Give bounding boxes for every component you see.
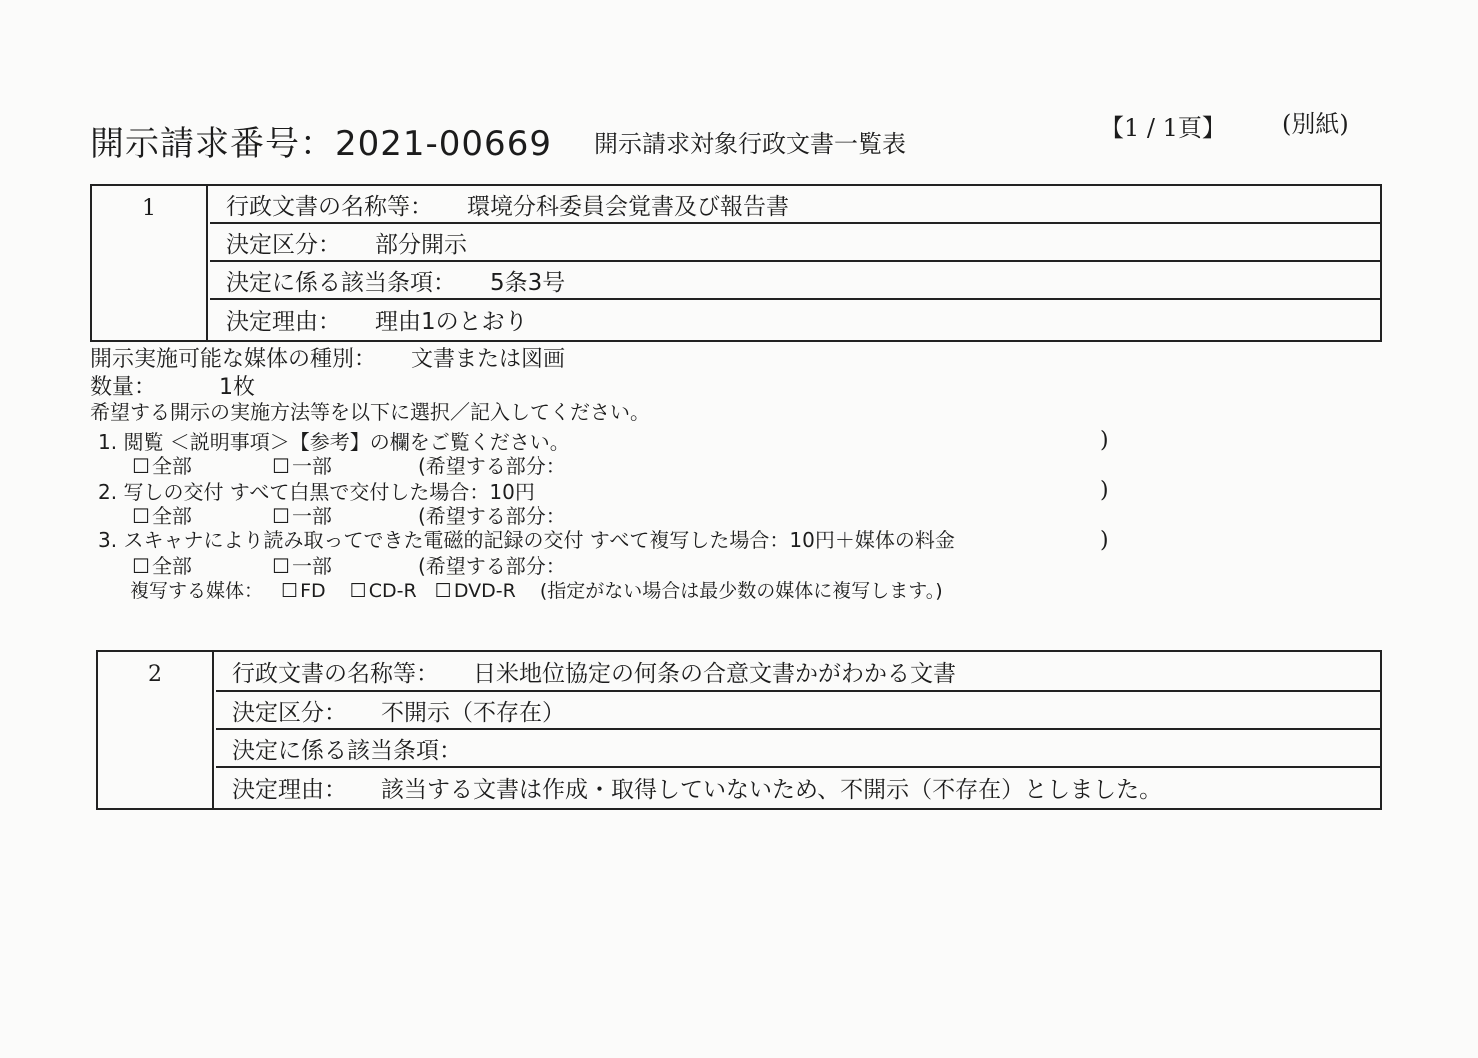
row-value: 理由1のとおり [375, 308, 528, 335]
attachment-label: (別紙) [1282, 110, 1349, 138]
row-label: 決定理由： [226, 308, 341, 335]
checkbox-label: DVD-R [453, 580, 516, 602]
row-value: 部分開示 [375, 231, 467, 258]
method-3-partial-checkbox[interactable] [272, 550, 332, 579]
quantity-label: 数量： [90, 375, 157, 400]
method-3-close-paren: ) [1100, 528, 1109, 553]
method-1-partial-checkbox[interactable] [272, 450, 332, 479]
row-label: 行政文書の名称等： [226, 193, 433, 220]
checkbox-label: 全部 [151, 454, 192, 478]
page-indicator: 【1 / 1頁】 [1100, 114, 1226, 142]
entry-row-document-name [216, 652, 1380, 692]
entry-1-table [90, 184, 1382, 342]
method-3-desired-part[interactable]: (希望する部分： [418, 554, 566, 578]
row-value: 不開示（不存在） [381, 699, 565, 726]
method-1-desired-part[interactable]: (希望する部分： [418, 454, 566, 478]
entry-row-decision [210, 224, 1380, 262]
row-label: 決定に係る該当条項： [226, 269, 456, 296]
checkbox-label: CD-R [368, 580, 417, 602]
entry-number: 2 [98, 652, 214, 808]
method-1-close-paren: ) [1100, 428, 1109, 453]
checkbox-label: 一部 [291, 554, 332, 578]
row-value: 日米地位協定の何条の合意文書かがわかる文書 [473, 660, 956, 687]
row-value: 環境分科委員会覚書及び報告書 [467, 193, 789, 220]
method-1-all-checkbox[interactable] [132, 450, 192, 479]
entry-row-clause [216, 730, 1380, 768]
method-2-desired-part[interactable]: (希望する部分： [418, 504, 566, 528]
checkbox-label: 一部 [291, 454, 332, 478]
method-3-all-checkbox[interactable] [132, 550, 192, 579]
copy-media-line [130, 576, 943, 603]
method-3-line: 3. スキャナにより読み取ってできた電磁的記録の交付 すべて複写した場合：10円＋媒体の料金 [98, 528, 955, 552]
row-value: 該当する文書は作成・取得していないため、不開示（不存在）としました。 [381, 776, 1163, 803]
checkbox-label: 一部 [291, 504, 332, 528]
copy-media-label: 複写する媒体： [130, 580, 264, 602]
entry-row-clause [210, 262, 1380, 300]
instruction-text: 希望する開示の実施方法等を以下に選択／記入してください。 [90, 400, 650, 424]
method-2-line: 2. 写しの交付 すべて白黒で交付した場合：10円 [98, 480, 535, 504]
request-number: 開示請求番号：2021-00669 [90, 124, 552, 164]
entry-row-reason [210, 300, 1380, 338]
checkbox-label: 全部 [151, 554, 192, 578]
entry-2-table [96, 650, 1382, 810]
checkbox-label: FD [300, 580, 326, 602]
row-label: 決定区分： [232, 699, 347, 726]
dvdr-checkbox[interactable] [435, 580, 516, 602]
entry-row-document-name [210, 186, 1380, 224]
row-label: 決定区分： [226, 231, 341, 258]
copy-media-note: (指定がない場合は最少数の媒体に複写します。) [539, 580, 943, 602]
entry-row-decision [216, 692, 1380, 730]
media-type-label: 開示実施可能な媒体の種別： [90, 347, 377, 372]
row-label: 決定理由： [232, 776, 347, 803]
list-title: 開示請求対象行政文書一覧表 [594, 130, 906, 158]
checkbox-label: 全部 [151, 504, 192, 528]
row-label: 行政文書の名称等： [232, 660, 439, 687]
cdr-checkbox[interactable] [350, 580, 417, 602]
media-type-value: 文書または図画 [411, 347, 566, 372]
row-value: 5条3号 [490, 269, 566, 296]
method-2-close-paren: ) [1100, 478, 1109, 503]
entry-row-reason [216, 768, 1380, 806]
media-type-line [90, 342, 565, 373]
row-label: 決定に係る該当条項： [232, 737, 462, 764]
method-1-line: 1. 閲覧 ＜説明事項＞【参考】の欄をご覧ください。 [98, 430, 570, 454]
fd-checkbox[interactable] [281, 580, 326, 602]
entry-number: 1 [92, 186, 208, 340]
quantity-value: 1枚 [219, 375, 256, 400]
